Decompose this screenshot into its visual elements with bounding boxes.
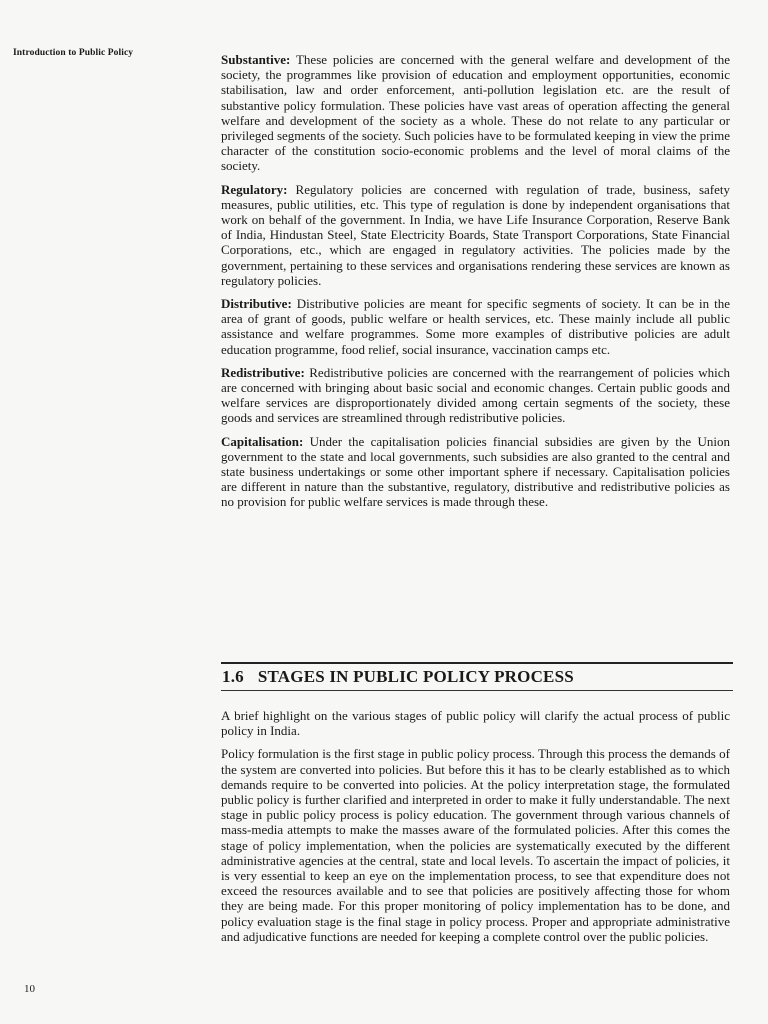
- policy-description: Regulatory policies are concerned with regulation of trade, business, safety measures, public utilities, etc. This type of regulation is done by independent organisations that work on behalf of the government. In India, we have Life Insurance Corporation, Reserve Bank of India, Hindustan Steel, State Electricity Boards, State Transport Corporations, State Financial Corporations, etc., which are engaged in regulatory activities. The policies made by the government, pertaining to these services and organisations rendering these services are known as regulatory policies.: [221, 181, 730, 288]
- page-number: 10: [24, 983, 35, 995]
- section-stages: [221, 662, 733, 944]
- policy-description: These policies are concerned with the general welfare and development of the society, the programmes like provision of education and employment opportunities, economic stabilisation, law and order enforcement, anti-pollution legislation etc. are the result of substantive policy formulation. These policies have vast areas of operation affecting the general welfare and development of the society as a whole. These do not relate to any particular or privileged segments of the society. Such policies have to be formulated keeping in view the prime character of the constitution socio-economic problems and the level of moral claims of the society.: [221, 52, 730, 174]
- policy-description: Under the capitalisation policies financial subsidies are given by the Union government to the state and local governments, such subsidies are also granted to the central and state business undertakings or some other important sphere if necessary. Capitalisation policies are different in nature than the substantive, regulatory, distributive and redistributive policies as no provision for public welfare services is made through these.: [221, 433, 730, 510]
- policy-description: Distributive policies are meant for specific segments of society. It can be in the area of grant of goods, public welfare or health services, etc. These mainly include all public assistance and welfare programmes. Some more examples of distributive policies are adult education programme, food relief, social insurance, vaccination camps etc.: [221, 296, 730, 357]
- policy-term: Redistributive:: [221, 364, 305, 380]
- section-paragraph: A brief highlight on the various stages of public policy will clarify the actual process of public policy in India.: [221, 708, 730, 739]
- policy-type-redistributive: [221, 365, 730, 426]
- policy-type-capitalisation: [221, 434, 730, 510]
- section-title: STAGES IN PUBLIC POLICY PROCESS: [257, 667, 574, 686]
- policy-term: Distributive:: [221, 296, 292, 312]
- policy-types-list: [221, 52, 730, 510]
- running-head: Introduction to Public Policy: [13, 48, 134, 58]
- section-body: [221, 708, 730, 944]
- section-paragraph: Policy formulation is the first stage in public policy process. Through this process the demands of the system are converted into policies. But before this it has to be clearly established as to which demands require to be converted into policies. At the policy interpretation stage, the formulated public policy is further clarified and interpreted in order to make it fully understandable. The next stage in public policy process is policy education. The government through various channels of mass-media attempts to make the masses aware of the formulated policies. After this comes the stage of policy implementation, when the policies are systematically executed by the different administrative agencies at the central, state and local levels. To ascertain the impact of policies, it is very essential to keep an eye on the implementation process, to see that expenditure does not exceed the resources available and to see that policies are positively affecting those for whom they are being made. For this proper monitoring of policy implementation has to be done, and policy evaluation stage is the final stage in policy process. Proper and appropriate administrative and adjudicative functions are needed for keeping a complete control over the public policies.: [221, 746, 730, 944]
- section-heading: [221, 667, 733, 687]
- heading-rule-bottom: [221, 690, 733, 691]
- policy-term: Capitalisation:: [221, 433, 304, 449]
- policy-term: Substantive:: [221, 52, 291, 67]
- section-number: 1.6: [222, 667, 244, 686]
- policy-description: Redistributive policies are concerned with the rearrangement of policies which are concerned with bringing about basic social and economic changes. Certain public goods and welfare services are disproportionately divided among certain segments of the society, these goods and services are streamlined through redistributive policies.: [221, 364, 730, 426]
- policy-type-regulatory: [221, 182, 730, 288]
- heading-rule-top: [221, 662, 733, 664]
- policy-term: Regulatory:: [221, 181, 288, 197]
- policy-type-distributive: [221, 296, 730, 357]
- policy-type-substantive: [221, 52, 730, 174]
